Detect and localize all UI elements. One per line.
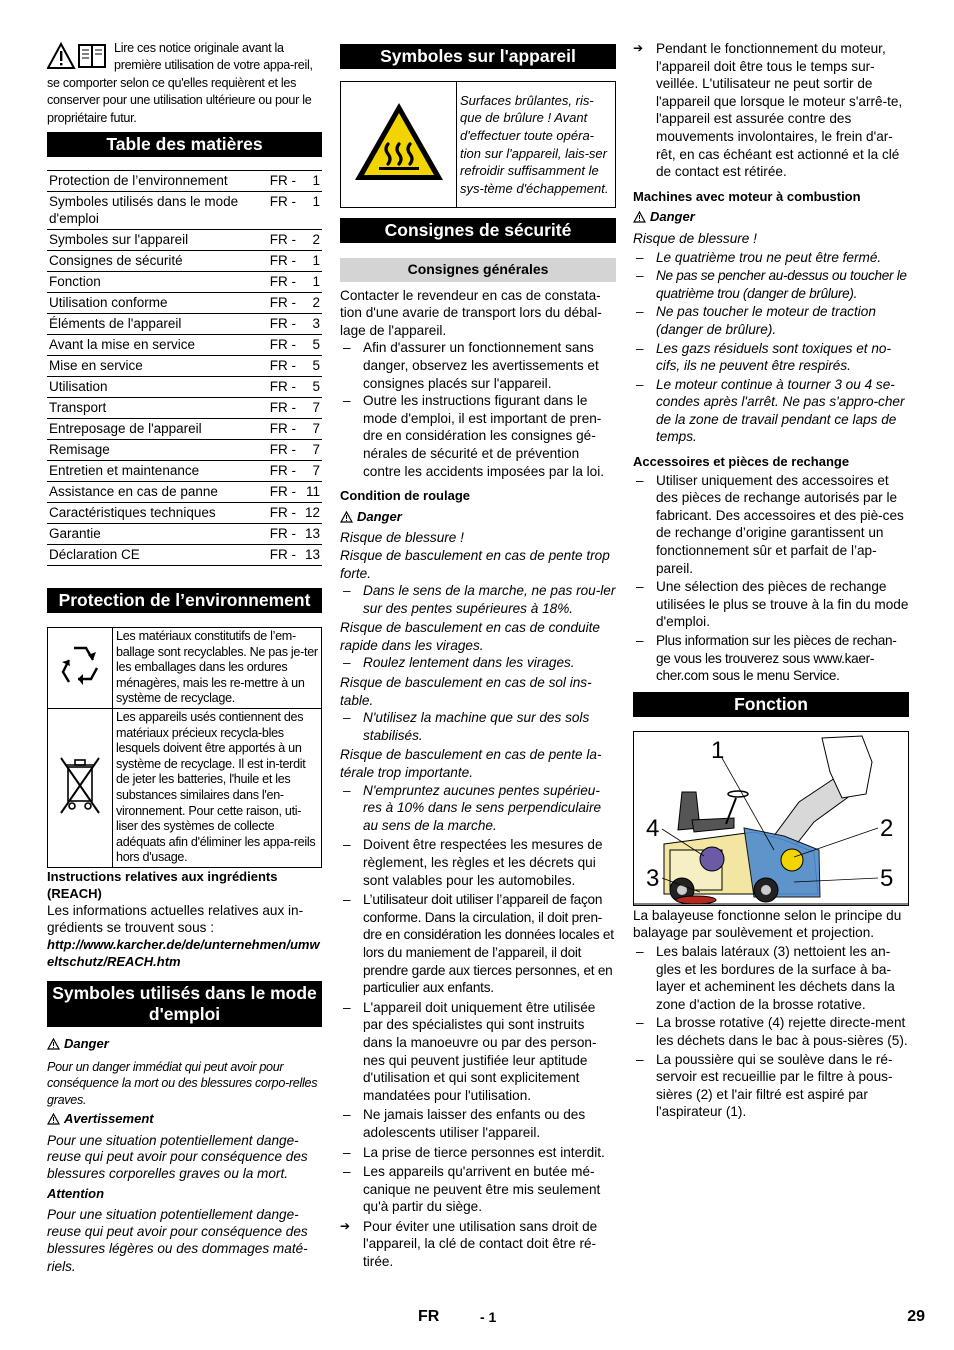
safety-title: Consignes de sécurité xyxy=(340,218,616,243)
toc-row[interactable] xyxy=(47,461,322,482)
list-item: – Ne pas se pencher au-dessus ou toucher le quatrième trou (danger de brûlure). xyxy=(636,268,907,301)
toc-entry-label: Symboles utilisés dans le mode d'emploi xyxy=(47,192,268,230)
toc-entry-page: 5 xyxy=(298,377,322,398)
toc-row[interactable] xyxy=(47,171,322,192)
hot-surface-warning-icon xyxy=(352,100,446,184)
list-item: – La poussière qui se soulève dans le ré-servoir est recueillie par le filtre à pous-sières (2) et l'air filtré est aspiré par l'aspirateur (1). xyxy=(636,1051,893,1120)
general-safety-title: Consignes générales xyxy=(340,258,616,282)
callout-5: 5 xyxy=(880,864,894,892)
toc-entry-page: 1 xyxy=(298,192,322,230)
toc-entry-label: Mise en service xyxy=(47,356,268,377)
toc-entry-prefix: FR - xyxy=(268,293,298,314)
list-item: – Roulez lentement dans les virages. xyxy=(343,655,575,671)
function-title: Fonction xyxy=(633,692,909,717)
driving-condition-title: Condition de roulage xyxy=(340,488,470,504)
warning-heading xyxy=(47,1110,322,1130)
toc-entry-page: 5 xyxy=(298,356,322,377)
list-item: – Les balais latéraux (3) nettoient les an-gles et les bordures de la surface à ba-layer et acheminent les déchets dans la zone d'action de la brosse rotative. xyxy=(636,943,895,1012)
danger-text: Pour un danger immédiat qui peut avoir pour conséquence la mort ou des blessures corpo-relles graves. xyxy=(47,1059,318,1107)
risk-ground: Risque de basculement en cas de sol ins-table. xyxy=(340,675,592,708)
column-right xyxy=(633,40,909,1121)
toc-entry-prefix: FR - xyxy=(268,524,298,545)
toc-entry-label: Entretien et maintenance xyxy=(47,461,268,482)
toc-table xyxy=(47,170,322,566)
toc-entry-label: Caractéristiques techniques xyxy=(47,503,268,524)
column-left xyxy=(47,40,322,1275)
function-intro: La balayeuse fonctionne selon le principe du balayage par soulèvement et projection. xyxy=(633,907,902,941)
toc-entry-label: Utilisation conforme xyxy=(47,293,268,314)
callout-3: 3 xyxy=(646,864,660,892)
toc-row[interactable] xyxy=(47,545,322,566)
toc-entry-page: 3 xyxy=(298,314,322,335)
list-item: – Ne jamais laisser des enfants ou des adolescents utiliser l'appareil. xyxy=(343,1107,586,1140)
toc-row[interactable] xyxy=(47,356,322,377)
list-item: – Le quatrième trou ne peut être fermé. xyxy=(636,249,882,265)
crossed-waste-bin-icon xyxy=(55,753,105,819)
toc-entry-prefix: FR - xyxy=(268,461,298,482)
toc-entry-prefix: FR - xyxy=(268,314,298,335)
list-item: – Une sélection des pièces de rechange utilisées le plus se trouve à la fin du mode d'emploi. xyxy=(636,579,909,630)
footer-page-number: 29 xyxy=(907,1308,925,1325)
list-item: – L'appareil doit uniquement être utilisée par des spécialistes qui sont instruits dans la manoeuvre ou par des person-nes qui peuvent justifiée leur aptitude d'utilisation et qui sont explicitement mandatées pour l'utilisation. xyxy=(343,999,597,1103)
toc-entry-page: 2 xyxy=(298,293,322,314)
list-item: – Les gazs résiduels sont toxiques et no-cifs, ils ne peuvent être respirés. xyxy=(636,340,892,374)
accessories-title: Accessoires et pièces de rechange xyxy=(633,454,850,470)
toc-entry-label: Utilisation xyxy=(47,377,268,398)
footer-page-label: - 1 xyxy=(480,1309,497,1325)
risk-injury: Risque de blessure ! xyxy=(340,530,464,546)
list-item: – Outre les instructions figurant dans le mode d'emploi, il est important de pren-dre en considération les consignes gé-nérales de sécurité et de prévention contre les accidents imposées par la loi. xyxy=(343,393,605,479)
list-item: – Les appareils qu'arrivent en butée mé-canique ne peuvent être mis seulement qu'à partir du siège. xyxy=(343,1164,601,1215)
environment-devices-text: Les appareils usés contiennent des matériaux précieux recycla-bles lesquels doivent être apportés à un système de recyclage. Il est in-terdit de jeter les batteries, l'huile et les substances similaires dans l'en-vironnement. Pour cette raison, uti-liser des systèmes de collecte adéquats afin d'éliminer les appa-reils hors d'usage. xyxy=(113,709,322,868)
warning-triangle-icon xyxy=(340,510,353,528)
warning-triangle-icon xyxy=(47,1037,60,1055)
toc-entry-page: 1 xyxy=(298,251,322,272)
list-item: – Ne pas toucher le moteur de traction (danger de brûlure). xyxy=(636,304,876,337)
callout-1: 1 xyxy=(711,736,725,764)
driving-danger-heading xyxy=(340,508,616,528)
risk-turns: Risque de basculement en cas de conduite rapide dans les virages. xyxy=(340,620,600,653)
toc-row[interactable] xyxy=(47,272,322,293)
toc-row[interactable] xyxy=(47,251,322,272)
toc-entry-page: 1 xyxy=(298,272,322,293)
waste-bin-icon-cell xyxy=(48,709,113,868)
toc-entry-prefix: FR - xyxy=(268,272,298,293)
toc-row[interactable] xyxy=(47,230,322,251)
reach-heading: Instructions relatives aux ingrédients (REACH) xyxy=(47,868,278,901)
toc-entry-label: Éléments de l'appareil xyxy=(47,314,268,335)
toc-entry-page: 2 xyxy=(298,230,322,251)
toc-row[interactable] xyxy=(47,482,322,503)
risk-lateral: Risque de basculement en cas de pente la-térale trop importante. xyxy=(340,747,602,781)
toc-entry-page: 7 xyxy=(298,398,322,419)
toc-entry-prefix: FR - xyxy=(268,377,298,398)
intro-text: Lire ces notice originale avant la première utilisation de votre appa-reil, se comporter selon ce qu'elles requièrent et les conserver pour une utilisation ultérieure ou pour le propriétaire futur. xyxy=(47,41,313,125)
toc-row[interactable] xyxy=(47,192,322,230)
symbols-device-title: Symboles sur l'appareil xyxy=(340,44,616,69)
toc-title: Table des matières xyxy=(47,132,322,157)
reach-text: Les informations actuelles relatives aux in-grédients se trouvent sous : xyxy=(47,902,304,935)
toc-entry-prefix: FR - xyxy=(268,503,298,524)
list-item: – Dans le sens de la marche, ne pas rou-ler sur des pentes supérieures à 18%. xyxy=(343,583,616,616)
danger-heading xyxy=(47,1035,322,1055)
warning-label: Avertissement xyxy=(64,1111,154,1127)
toc-row[interactable] xyxy=(47,524,322,545)
manual-warning-icons xyxy=(47,42,108,72)
list-item: – La brosse rotative (4) rejette directe-ment les déchets dans le bac à pous-sières (5). xyxy=(636,1015,908,1048)
toc-entry-label: Avant la mise en service xyxy=(47,335,268,356)
toc-entry-page: 11 xyxy=(298,482,322,503)
environment-packaging-text: Les matériaux constitutifs de l’em-ballage sont recyclables. Ne pas je-ter les emballages dans les ordures ménagères, mais les re-mettre à un système de recyclage. xyxy=(113,628,322,709)
recycle-icon-cell xyxy=(48,628,113,709)
toc-entry-label: Protection de l’environnement xyxy=(47,171,268,192)
list-item: – Doivent être respectées les mesures de règlement, les règles et les décrets qui sont valables pour les automobiles. xyxy=(343,837,603,888)
toc-entry-page: 7 xyxy=(298,461,322,482)
arrow-item: ➔ Pendant le fonctionnement du moteur, l'appareil doit être tous le temps sur-veillée. L'utilisateur ne peut sortir de l'appareil que lorsque le moteur s'arrê-te, l'appareil est assurée contre des mouvements involontaires, le frein d'ar-rêt, en cas échéant est actionné et la clé de contact est rétirée. xyxy=(633,41,903,180)
toc-entry-label: Symboles sur l'appareil xyxy=(47,230,268,251)
danger-label: Danger xyxy=(650,209,695,225)
footer-language: FR xyxy=(418,1308,440,1325)
safety-intro: Contacter le revendeur en cas de constata-tion d'une avarie de transport lors du débal-lage de l'appareil. xyxy=(340,287,602,338)
toc-entry-page: 13 xyxy=(298,545,322,566)
danger-label: Danger xyxy=(357,508,402,524)
attention-label: Attention xyxy=(47,1186,105,1202)
list-item: – N'empruntez aucunes pentes supérieu-res à 10% dans le sens perpendiculaire au sens de la marche. xyxy=(343,782,602,833)
toc-row[interactable] xyxy=(47,419,322,440)
toc-entry-label: Fonction xyxy=(47,272,268,293)
list-item: – Le moteur continue à tourner 3 ou 4 se-condes après l'arrêt. Ne pas s'appro-cher de la zone de travail pendant ce laps de temps. xyxy=(636,376,905,445)
hot-surface-icon-cell xyxy=(341,82,457,208)
toc-entry-label: Entreposage de l'appareil xyxy=(47,419,268,440)
reach-link[interactable]: http://www.karcher.de/de/unternehmen/umweltschutz/REACH.htm xyxy=(47,936,320,969)
callout-4: 4 xyxy=(646,814,660,842)
symbols-device-table xyxy=(340,81,616,208)
warning-text: Pour une situation potentiellement dange-reuse qui peut avoir pour conséquence des blessures corporelles graves ou la mort. xyxy=(47,1132,308,1182)
arrow-item: ➔ Pour éviter une utilisation sans droit de l'appareil, la clé de contact doit être ré-tirée. xyxy=(340,1218,598,1270)
combustion-risk: Risque de blessure ! xyxy=(633,230,757,246)
toc-entry-prefix: FR - xyxy=(268,356,298,377)
environment-table xyxy=(47,627,322,868)
toc-entry-prefix: FR - xyxy=(268,545,298,566)
toc-entry-page: 13 xyxy=(298,524,322,545)
toc-entry-prefix: FR - xyxy=(268,419,298,440)
intro-block xyxy=(47,40,322,127)
risk-slope: Risque de basculement en cas de pente trop forte. xyxy=(340,547,610,581)
list-item: – L’utilisateur doit utiliser l’appareil de façon conforme. Dans la circulation, il doit pren-dre en considération les données locales et lors du maniement de l’appareil, il doit prendre garde aux tierces personnes, et en particulier aux enfants. xyxy=(343,892,614,996)
toc-entry-page: 7 xyxy=(298,419,322,440)
toc-entry-page: 7 xyxy=(298,440,322,461)
list-item: – N'utilisez la machine que sur des sols stabilisés. xyxy=(343,710,590,743)
toc-entry-prefix: FR - xyxy=(268,482,298,503)
toc-entry-prefix: FR - xyxy=(268,171,298,192)
combustion-title: Machines avec moteur à combustion xyxy=(633,188,861,204)
toc-entry-prefix: FR - xyxy=(268,335,298,356)
toc-entry-prefix: FR - xyxy=(268,440,298,461)
toc-entry-page: 12 xyxy=(298,503,322,524)
toc-entry-label: Garantie xyxy=(47,524,268,545)
toc-entry-label: Assistance en cas de panne xyxy=(47,482,268,503)
toc-row[interactable] xyxy=(47,398,322,419)
toc-row[interactable] xyxy=(47,335,322,356)
toc-entry-prefix: FR - xyxy=(268,192,298,230)
toc-entry-label: Remisage xyxy=(47,440,268,461)
recycle-icon xyxy=(52,638,108,694)
toc-entry-label: Déclaration CE xyxy=(47,545,268,566)
toc-entry-page: 5 xyxy=(298,335,322,356)
toc-entry-label: Transport xyxy=(47,398,268,419)
warning-triangle-icon xyxy=(47,1112,60,1130)
danger-label: Danger xyxy=(64,1035,109,1051)
toc-row[interactable] xyxy=(47,293,322,314)
combustion-danger-heading xyxy=(633,208,909,228)
warning-triangle-icon xyxy=(633,210,646,228)
list-item: – Afin d'assurer un fonctionnement sans danger, observez les avertissements et consignes placés sur l'appareil. xyxy=(343,340,599,391)
hot-surface-text: Surfaces brûlantes, ris-que de brûlure ! Avant d'effectuer toute opéra-tion sur l'appareil, lais-ser refroidir suffisamment le sys-tème d'échappement. xyxy=(457,82,616,208)
toc-row[interactable] xyxy=(47,314,322,335)
toc-entry-prefix: FR - xyxy=(268,251,298,272)
environment-title: Protection de l’environnement xyxy=(47,588,322,613)
book-icon xyxy=(79,45,105,67)
list-item: – Utiliser uniquement des accessoires et des pièces de rechange autorisés par le fabricant. Des accessoires et des piè-ces de rechange d’origine garantissent un fonctionnement sûr et parfait de l’ap-pareil. xyxy=(636,472,904,576)
sweeper-illustration xyxy=(634,732,908,905)
callout-2: 2 xyxy=(880,814,894,842)
arrow-icon: ➔ xyxy=(633,41,644,55)
toc-entry-label: Consignes de sécurité xyxy=(47,251,268,272)
toc-entry-prefix: FR - xyxy=(268,230,298,251)
attention-text: Pour une situation potentiellement dange-reuse qui peut avoir pour conséquence des blessures légères ou des dommages maté-riels. xyxy=(47,1206,308,1274)
toc-row[interactable] xyxy=(47,377,322,398)
toc-row[interactable] xyxy=(47,440,322,461)
symbols-manual-title: Symboles utilisés dans le mode d'emploi xyxy=(47,981,322,1027)
toc-row[interactable] xyxy=(47,503,322,524)
toc-entry-prefix: FR - xyxy=(268,398,298,419)
toc-entry-page: 1 xyxy=(298,171,322,192)
sweeper-diagram xyxy=(633,731,909,906)
arrow-icon: ➔ xyxy=(340,1218,351,1233)
column-middle xyxy=(340,40,616,1271)
list-item: – Plus information sur les pièces de rechan-ge vous les trouverez sous www.kaer-cher.com sous le menu Service. xyxy=(636,633,897,684)
list-item: – La prise de tierce personnes est interdit. xyxy=(343,1144,605,1160)
